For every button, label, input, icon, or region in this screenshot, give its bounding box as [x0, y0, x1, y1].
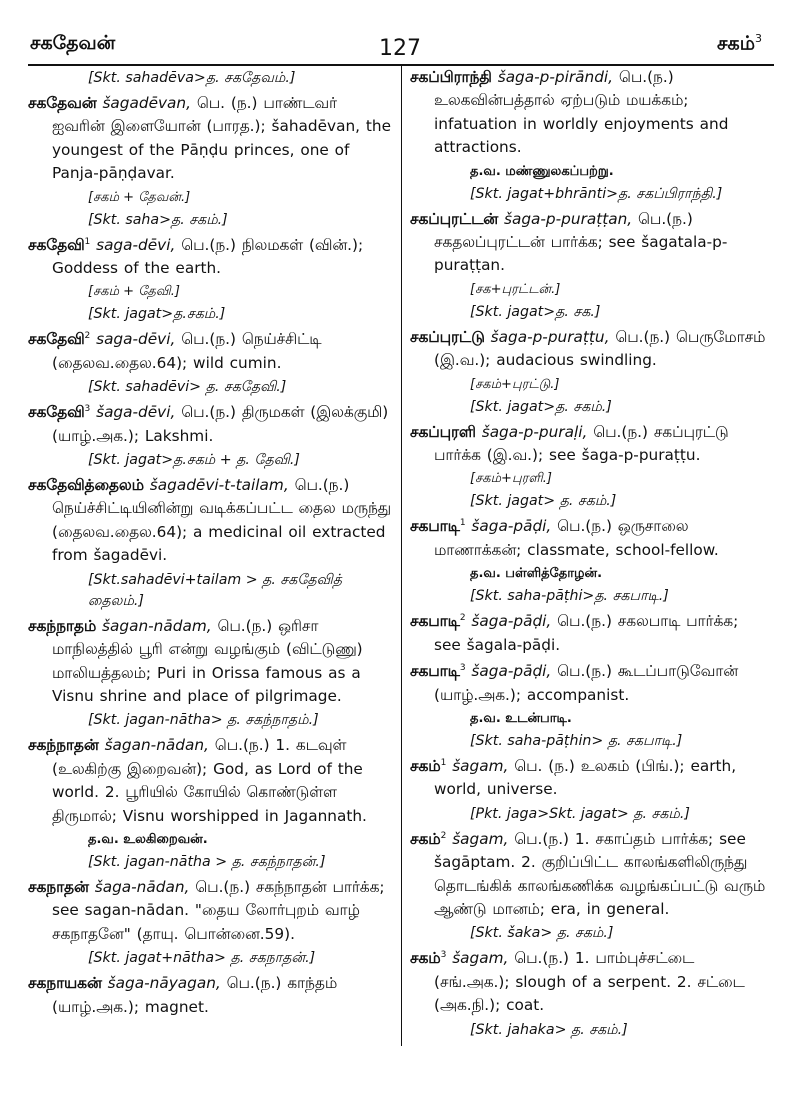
etymology-line: [Skt. saha>த. சகம்.]: [88, 211, 228, 228]
dictionary-entry: [28, 328, 394, 375]
entry-transliteration: šaga-pāḍi,: [471, 662, 552, 681]
dictionary-entry: [28, 615, 394, 709]
etymology-line: [Skt. jagat>த.சகம் + த. தேவி.]: [88, 452, 300, 469]
entry-definition: பெ. (ந.) உலகம் (பிங்.); earth, world, universe.: [434, 756, 737, 799]
etymology-line: [Skt. jahaka> த. சகம்.]: [470, 1021, 628, 1038]
derivation-line: [சக+புரட்டன்.]: [470, 281, 561, 297]
dictionary-entry: [28, 401, 394, 448]
entry-headword: சகம்: [410, 756, 441, 775]
entry-headword: சகபாடி: [410, 517, 460, 536]
entry-transliteration: šaga-nāyagan,: [107, 974, 221, 993]
derivation-line: [சகம்+புரளி.]: [470, 471, 552, 487]
tamil-equivalent-note: த.வ. உலகிறைவன்.: [88, 831, 208, 847]
etymology-line: [Skt. saha-pāṭhin> த. சகபாடி.]: [470, 732, 683, 749]
dictionary-entry: [410, 828, 770, 922]
dictionary-entry: [28, 876, 394, 946]
tamil-equivalent-note: த.வ. பள்ளித்தோழன்.: [470, 566, 603, 582]
entry-definition: பெ.(ந.) சகதலப்புரட்டன் பார்க்க; see šagatala-p-puraṭṭan.: [434, 209, 728, 275]
entry-transliteration: šaga-dēvi,: [96, 403, 176, 422]
entry-transliteration: šagam,: [452, 829, 509, 848]
etymology-line: [Skt. sahadēva>த. சகதேவம்.]: [88, 70, 296, 86]
homonym-number: 3: [440, 950, 447, 961]
entry-definition: பெ.(ந.) நெய்ச்சிட்டியினின்று வடிக்கப்பட்ட தைல மருந்து (தைலவ.தைல.64); a medicinal oil extracted from šagadēvi.: [52, 476, 392, 565]
entry-definition: பெ.(ந.) திருமகள் (இலக்குமி) (யாழ்.அக.); Lakshmi.: [52, 403, 389, 445]
etymology-line: [Skt. jagat+bhrānti>த. சகப்பிராந்தி.]: [470, 185, 723, 202]
entry-headword: சகதேவி: [28, 235, 85, 254]
entry-transliteration: šagan-nādam,: [102, 616, 212, 635]
entry-transliteration: šaga-p-puraṭṭan,: [503, 209, 633, 228]
dictionary-entry: [28, 474, 394, 568]
entry-definition: பெ.(ந.) நெய்ச்சிட்டி (தைலவ.தைல.64); wild cumin.: [52, 330, 322, 372]
etymology-line: [Skt. jagat+nātha> த. சகநாதன்.]: [88, 950, 316, 967]
entry-definition: பெ.(ந.) 1. கடவுள் (உலகிற்கு இறைவன்); God, as Lord of the world. 2. பூரியில் கோயில் கொண்டுள்ள திருமால்; Visnu worshipped in Jagannath.: [52, 736, 367, 825]
etymology-line: [Skt.sahadēvi+tailam > த. சகதேவித் தைலம்.]: [88, 571, 343, 609]
etymology-line: [Skt. jagan-nātha > த. சகந்நாதன்.]: [88, 853, 326, 870]
entry-definition: பெ.(ந.) கூடப்பாடுவோன் (யாழ்.அக.); accompanist.: [434, 662, 739, 704]
homonym-number: 2: [440, 830, 447, 841]
dictionary-entry: [28, 234, 394, 281]
dictionary-entry: [410, 610, 770, 657]
entry-transliteration: šagam,: [452, 756, 509, 775]
entry-definition: பெ. (ந.) பாண்டவர் ஐவரின் இளையோன் (பாரத.); šahadēvan, the youngest of the Pāṇḍu princes, one of Panja-pāṇḍavar.: [52, 94, 391, 183]
dictionary-entry: [410, 421, 770, 468]
entry-headword: சகந்நாதன்: [28, 736, 99, 755]
tamil-equivalent-note: த.வ. உடன்பாடி.: [470, 710, 572, 726]
entry-headword: சகப்புரளி: [410, 422, 476, 441]
etymology-line: [Skt. jagan-nātha> த. சகந்நாதம்.]: [88, 712, 319, 729]
entry-headword: சகதேவி: [28, 330, 85, 349]
running-head-left: சகதேவன்: [30, 32, 116, 54]
etymology-line: [Skt. sahadēvi> த. சகதேவி.]: [88, 379, 287, 396]
etymology-line: [Skt. šaka> த. சகம்.]: [470, 925, 614, 942]
entry-headword: சகப்பிராந்தி: [410, 68, 492, 86]
etymology-line: [Pkt. jaga>Skt. jagat> த. சகம்.]: [470, 805, 690, 822]
etymology-line: [Skt. jagat>த.சகம்.]: [88, 306, 226, 323]
entry-transliteration: šagadēvi-t-tailam,: [149, 476, 289, 495]
entry-definition: பெ.(ந.) நிலமகள் (வின்.); Goddess of the earth.: [52, 235, 364, 278]
entry-definition: பெ.(ந.) சகந்நாதன் பார்க்க; see sagan-nādan. "தைய லோர்புறம் வாழ் சகநாதனே" (தாயு. பொன்னை.59).: [52, 877, 385, 943]
entry-headword: சகம்: [410, 949, 441, 968]
dictionary-entry: [28, 972, 394, 1019]
etymology-line: [Skt. jagat>த. சகம்.]: [470, 398, 612, 415]
entry-definition: பெ.(ந.) ஒரிசா மாநிலத்தில் பூரி என்று வழங்கும் (விட்டுணு) மாலியத்தலம்; Puri in Orissa famous as a Visnu shrine and place of pilgrimage.: [52, 616, 363, 705]
etymology-line: [Skt. saha-pāṭhi>த. சகபாடி.]: [470, 588, 669, 605]
entry-transliteration: šaga-p-puraḷi,: [481, 422, 588, 441]
homonym-number: 3: [84, 404, 91, 415]
entry-transliteration: saga-dēvi,: [96, 235, 176, 254]
derivation-line: [சகம் + தேவி.]: [88, 284, 180, 300]
entry-headword: சகநாதன்: [28, 877, 89, 896]
entry-definition: பெ.(ந.) 1. பாம்புச்சட்டை (சங்.அக.); slough of a serpent. 2. சட்டை (அக.நி.); coat.: [434, 949, 745, 1015]
column-divider: [401, 64, 402, 1046]
entry-headword: சகப்புரட்டு: [410, 327, 485, 346]
dictionary-entry: [410, 66, 770, 160]
entry-definition: பெ.(ந.) உலகவின்பத்தால் ஏற்படும் மயக்கம்; infatuation in worldly enjoyments and attractions.: [434, 68, 729, 157]
entry-transliteration: šagam,: [452, 949, 509, 968]
entry-headword: சகதேவன்: [28, 94, 97, 112]
entry-definition: பெ.(ந.) ஒருசாலை மாணாக்கன்; classmate, school-fellow.: [434, 517, 719, 559]
dictionary-entry: [410, 326, 770, 373]
homonym-number: 1: [440, 757, 447, 768]
derivation-line: [சகம்+புரட்டு.]: [470, 376, 560, 392]
entry-transliteration: saga-dēvi,: [96, 330, 176, 349]
dictionary-entry: [28, 92, 394, 186]
entry-definition: பெ.(ந.) சகப்புரட்டு பார்க்க (இ.வ.); see šaga-p-puraṭṭu.: [434, 422, 729, 465]
homonym-number: 1: [84, 236, 91, 247]
dictionary-entry: [28, 734, 394, 828]
entry-transliteration: šagadēvan,: [102, 94, 191, 112]
homonym-number: 2: [84, 331, 91, 342]
running-head-right: சகம்$^3$: [717, 32, 762, 55]
etymology-line: [Skt. jagat>த. சக.]: [470, 303, 601, 320]
entry-headword: சகநாயகன்: [28, 974, 102, 993]
entry-headword: சகபாடி: [410, 612, 460, 631]
tamil-equivalent-note: த.வ. மண்ணுலகப்பற்று.: [470, 163, 614, 179]
entry-transliteration: šaga-nādan,: [94, 877, 190, 896]
derivation-line: [சகம் + தேவன்.]: [88, 189, 191, 205]
dictionary-entry: [410, 947, 770, 1017]
entry-headword: சகபாடி: [410, 662, 460, 681]
page-number: 127: [379, 36, 421, 61]
dictionary-entry: [410, 660, 770, 707]
homonym-number: 1: [459, 518, 466, 529]
entry-headword: சகப்புரட்டன்: [410, 209, 499, 228]
entry-definition: பெ.(ந.) சகலபாடி பார்க்க; see šagala-pāḍi.: [434, 612, 739, 654]
entry-transliteration: šaga-pāḍi,: [471, 517, 552, 536]
entry-definition: பெ.(ந.) 1. சகாப்தம் பார்க்க; see šagāptam. 2. குறிப்பிட்ட காலங்களிலிருந்து தொடங்கிக் காலங்கணிக்க வழங்கப்பட்டு வரும் ஆண்டு மானம்; era, in general.: [434, 829, 766, 918]
entry-transliteration: šagan-nādan,: [104, 736, 209, 755]
page-header: [0, 24, 800, 64]
dictionary-entry: [410, 208, 770, 278]
entry-headword: சகதேவி: [28, 403, 85, 422]
left-column: [28, 66, 394, 1019]
entry-definition: பெ.(ந.) காந்தம் (யாழ்.அக.); magnet.: [52, 974, 338, 1016]
homonym-number: 3: [459, 663, 466, 673]
entry-transliteration: šaga-p-pirāndi,: [497, 68, 614, 86]
entry-transliteration: šaga-p-puraṭṭu,: [490, 327, 610, 346]
entry-transliteration: šaga-pāḍi,: [471, 612, 552, 631]
entry-headword: சகதேவித்தைலம்: [28, 476, 144, 495]
homonym-number: 2: [459, 613, 466, 624]
right-column: [410, 66, 770, 1044]
entry-definition: பெ.(ந.) பெருமோசம் (இ.வ.); audacious swindling.: [434, 327, 766, 370]
entry-headword: சகம்: [410, 829, 441, 848]
etymology-line: [Skt. jagat> த. சகம்.]: [470, 493, 617, 510]
dictionary-entry: [410, 515, 770, 562]
entry-headword: சகந்நாதம்: [28, 616, 97, 635]
dictionary-entry: [410, 755, 770, 802]
